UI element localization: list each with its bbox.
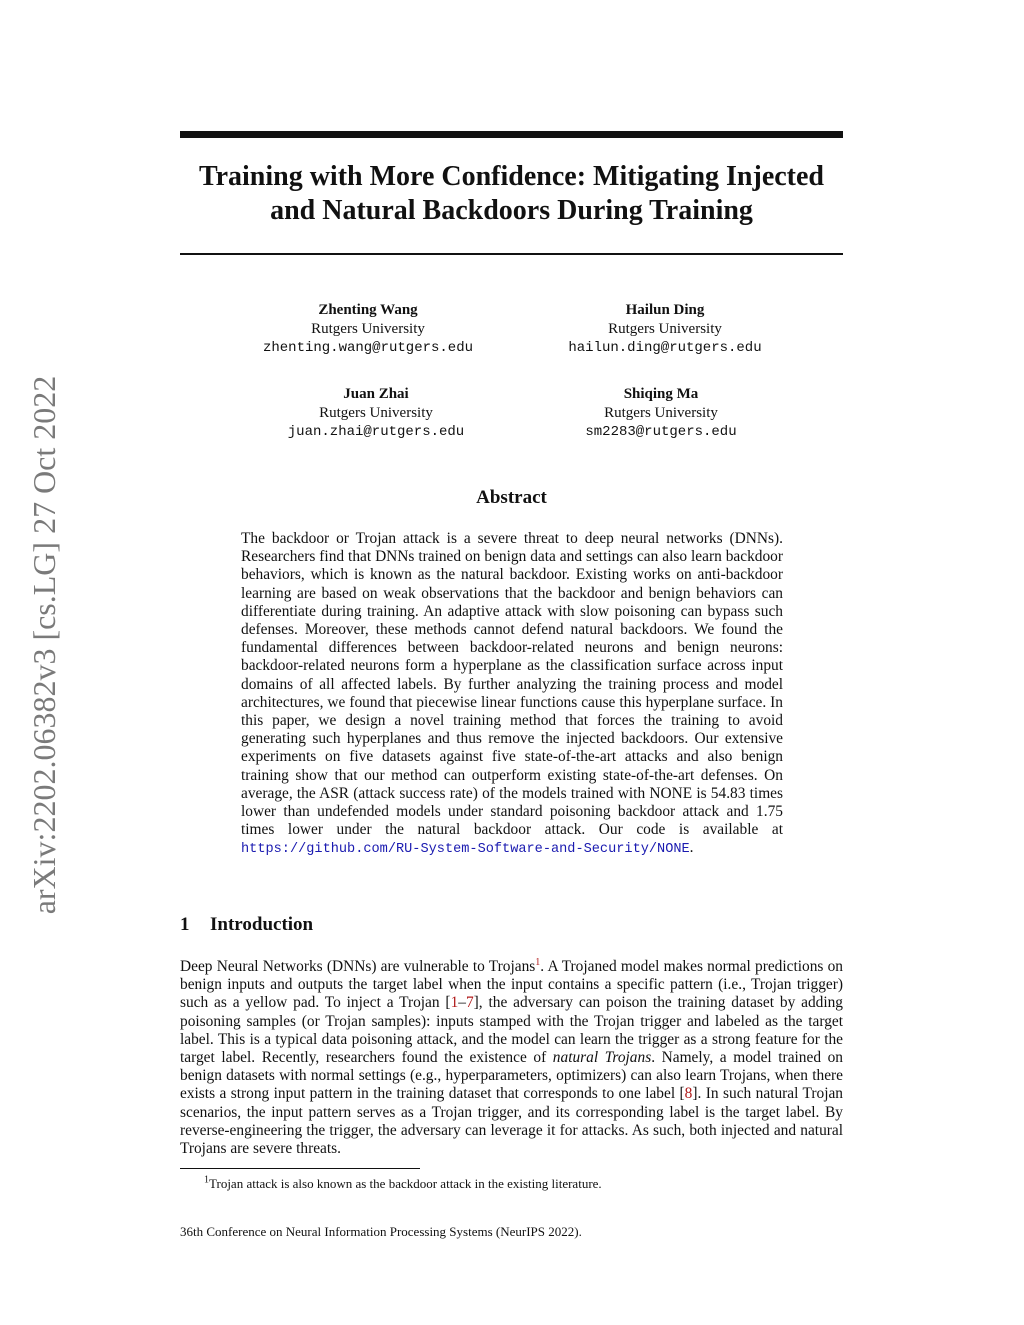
abstract-heading: Abstract [476, 487, 547, 508]
author-block [535, 301, 795, 358]
footnote [204, 1176, 824, 1192]
author-name: Juan Zhai [343, 386, 409, 402]
author-affiliation: Rutgers University [311, 321, 425, 337]
code-link[interactable]: https://github.com/RU-System-Software-and-Security/NONE [241, 842, 690, 858]
title-top-rule [180, 131, 843, 138]
author-block [531, 385, 791, 442]
title-bottom-rule [180, 253, 843, 255]
author-name: Hailun Ding [625, 302, 705, 318]
footnote-text: Trojan attack is also known as the backdoor attack in the existing literature. [209, 1176, 602, 1191]
citation-dash: – [458, 994, 466, 1012]
author-affiliation: Rutgers University [319, 405, 433, 421]
author-block [238, 301, 498, 358]
author-email[interactable]: sm2283@rutgers.edu [585, 424, 737, 440]
paper-title: Training with More Confidence: Mitigating Injected and Natural Backdoors During Training [198, 161, 824, 226]
footnote-marker[interactable]: 1 [535, 956, 541, 968]
section-title: Introduction [210, 914, 314, 935]
citation-link[interactable]: 7 [465, 994, 474, 1012]
author-affiliation: Rutgers University [608, 321, 722, 337]
author-email[interactable]: hailun.ding@rutgers.edu [568, 340, 762, 356]
section-number: 1 [180, 914, 190, 935]
abstract-body-text: The backdoor or Trojan attack is a severe threat to deep neural networks (DNNs). Researchers find that DNNs trained on benign data and settings can also learn backdoor behaviors, which is known as the natural backdoor. Existing works on anti-backdoor learning are based on weak observations that the backdoor and benign behaviors can differentiate during training. An adaptive attack with slow poisoning can bypass such defenses. Moreover, these methods cannot defend natural backdoors. We found the fundamental differences between backdoor-related neurons and benign neurons: backdoor-related neurons form a hyperplane as the classification surface across input domains of all affected labels. By further analyzing the training process and model architectures, we found that piecewise linear functions cause this hyperplane surface. In this paper, we design a novel training method that forces the training to avoid generating such hyperplanes and thus remove the injected backdoors. Our extensive experiments on five datasets against five state-of-the-art attacks and also benign training show that our method can outperform existing state-of-the-art defenses. On average, the ASR (attack success rate) of the models trained with NONE is 54.83 times lower than undefended models under standard poisoning backdoor attack and 1.75 times lower under the natural backdoor attack. Our code is available at [241, 530, 783, 839]
intro-text: ]. In such natural Trojan scenarios, the input pattern serves as a Trojan trigger, and its corresponding label is the target label. By reverse-engineering the trigger, the adversary can leverage it for attacks. As such, both injected and natural Trojans are severe threats. [180, 1085, 843, 1158]
intro-text: . Namely, a model trained on benign datasets with normal settings (e.g., hyperparameters, optimizers) can also learn Trojans, when there exists a strong input pattern in the training dataset that corresponds to one label [ [180, 1049, 843, 1103]
author-name: Zhenting Wang [318, 302, 418, 318]
author-block [246, 385, 506, 442]
author-name: Shiqing Ma [623, 386, 699, 402]
author-email[interactable]: zhenting.wang@rutgers.edu [262, 340, 474, 356]
abstract-end-period: . [689, 839, 694, 857]
introduction-paragraph [180, 958, 843, 1158]
intro-text: ], the adversary can poison the training dataset by adding poisoning samples (or Trojan samples): inputs stamped with the Trojan trigger and labeled as the target label. This is a typical data poisoning attack, and the model can learn the trigger as a strong feature for the target label. Recently, researchers found the existence of [180, 994, 843, 1067]
intro-text: . A Trojaned model makes normal predictions on benign inputs and outputs the target label when the input contains a specific pattern (i.e., Trojan trigger) such as a yellow pad. To inject a Trojan [ [180, 958, 843, 1012]
intro-italic-term: natural Trojans [552, 1049, 652, 1067]
author-affiliation: Rutgers University [604, 405, 718, 421]
author-email[interactable]: juan.zhai@rutgers.edu [287, 424, 465, 440]
abstract-text [241, 530, 783, 860]
citation-link[interactable]: 1 [450, 994, 459, 1012]
arxiv-identifier[interactable]: arXiv:2202.06382v3 [cs.LG] 27 Oct 2022 [26, 375, 62, 915]
section-heading-introduction [180, 914, 313, 936]
footnote-rule [180, 1168, 420, 1169]
intro-text: Deep Neural Networks (DNNs) are vulnerable to Trojans [180, 958, 536, 975]
venue-note: 36th Conference on Neural Information Processing Systems (NeurIPS 2022). [180, 1224, 582, 1239]
footnote-number: 1 [204, 1174, 209, 1186]
citation-link[interactable]: 8 [684, 1085, 693, 1103]
